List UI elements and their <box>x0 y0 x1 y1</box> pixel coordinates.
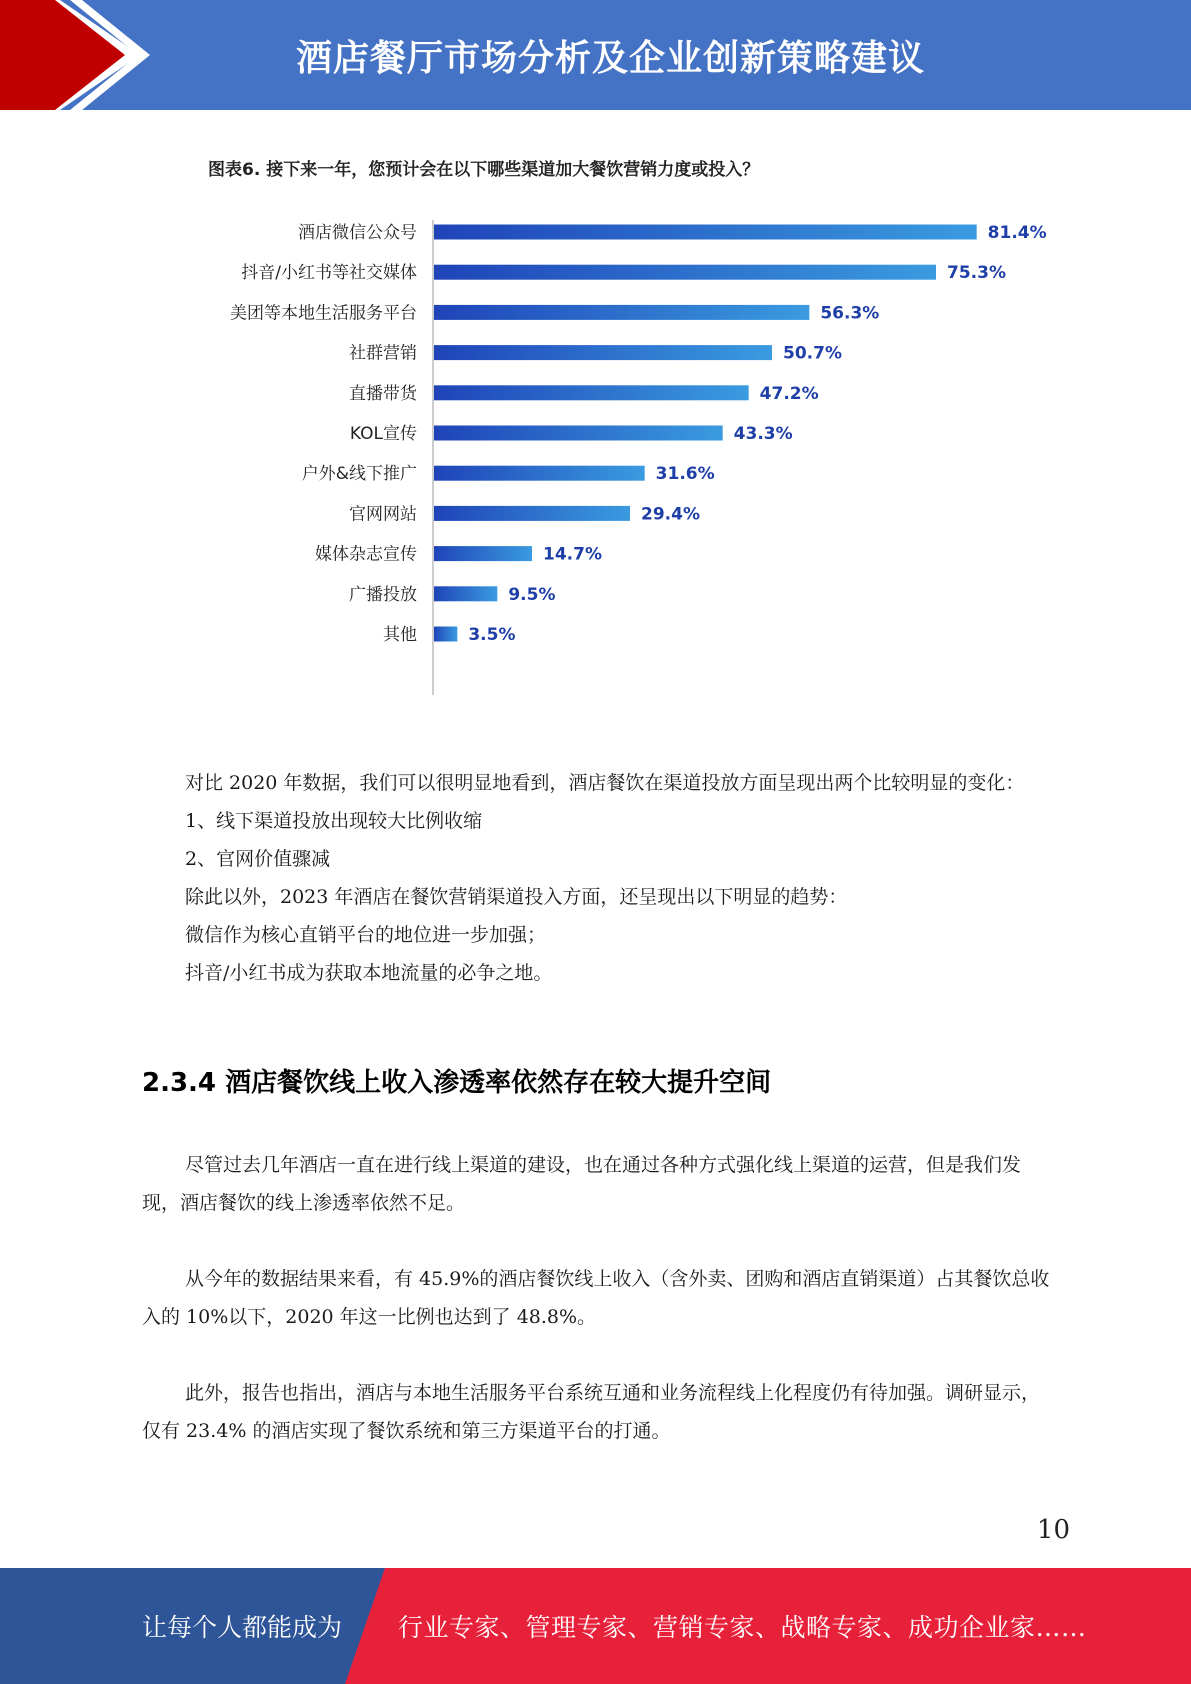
paragraph-online-channels: 尽管过去几年酒店一直在进行线上渠道的建设，也在通过各种方式强化线上渠道的运营，但是我们发现，酒店餐饮的线上渗透率依然不足。 <box>142 1154 1022 1214</box>
category-label: 其他 <box>383 625 417 645</box>
footer-slogan-left: 让每个人都能成为 <box>142 1613 343 1642</box>
category-label: 媒体杂志宣传 <box>315 544 417 565</box>
header-title: 酒店餐厅市场分析及企业创新策略建议 <box>295 37 925 79</box>
category-label: 广播投放 <box>349 584 417 605</box>
category-label: 抖音/小红书等社交媒体 <box>241 263 417 284</box>
bar <box>434 506 630 521</box>
header-arrow-decoration <box>0 0 160 110</box>
page-header <box>0 0 1191 110</box>
category-label: 社群营销 <box>349 343 417 364</box>
trend-item-wechat: 微信作为核心直销平台的地位进一步加强； <box>185 924 547 946</box>
paragraph-trends: 除此以外，2023 年酒店在餐饮营销渠道投入方面，还呈现出以下明显的趋势： <box>185 886 848 908</box>
bar-chart <box>180 135 1080 705</box>
list-item-1: 1、线下渠道投放出现较大比例收缩 <box>185 810 483 832</box>
bar-value-label: 56.3% <box>820 303 880 324</box>
bar-value-label: 81.4% <box>987 223 1047 243</box>
bar-value-label: 14.7% <box>543 544 602 565</box>
bar <box>434 546 532 561</box>
bar-value-label: 9.5% <box>508 584 556 605</box>
list-item-2: 2、官网价值骤减 <box>185 848 331 870</box>
bar <box>434 265 936 280</box>
body-block-1 <box>142 764 1052 992</box>
category-label: 酒店微信公众号 <box>298 223 417 243</box>
trend-item-douyin: 抖音/小红书成为获取本地流量的必争之地。 <box>185 962 553 984</box>
bar-chart-svg <box>180 135 1080 705</box>
category-label: KOL宣传 <box>349 424 417 444</box>
bar <box>434 305 809 320</box>
section-heading: 2.3.4 酒店餐饮线上收入渗透率依然存在较大提升空间 <box>142 1068 772 1098</box>
category-label: 美团等本地生活服务平台 <box>230 303 417 324</box>
chart-title: 图表6. 接下来一年，您预计会在以下哪些渠道加大餐饮营销力度或投入？ <box>208 160 760 180</box>
page-footer <box>0 1568 1191 1684</box>
bar-value-label: 31.6% <box>655 464 715 485</box>
bar-value-label: 29.4% <box>641 504 700 525</box>
page-number: 10 <box>1036 1515 1070 1545</box>
bar <box>434 466 645 481</box>
footer-slogan-right: 行业专家、管理专家、营销专家、战略专家、成功企业家…… <box>398 1613 1087 1642</box>
bar <box>434 385 749 400</box>
bar-value-label: 50.7% <box>783 343 842 364</box>
bar <box>434 627 457 642</box>
chart-bars <box>230 223 1047 645</box>
bar <box>434 426 723 441</box>
bar-value-label: 43.3% <box>733 424 793 444</box>
category-label: 直播带货 <box>349 383 417 404</box>
bar-value-label: 75.3% <box>947 263 1006 284</box>
category-label: 官网网站 <box>349 504 417 525</box>
bar <box>434 586 497 601</box>
bar <box>434 225 977 240</box>
paragraph-data-results: 从今年的数据结果来看，有 45.9%的酒店餐饮线上收入（含外卖、团购和酒店直销渠道）占其餐饮总收入的 10%以下，2020 年这一比例也达到了 48.8%。 <box>142 1268 1050 1328</box>
bar-value-label: 47.2% <box>759 383 819 404</box>
body-block-3 <box>142 1260 1052 1336</box>
bar <box>434 345 772 360</box>
category-label: 户外&线下推广 <box>301 464 417 485</box>
paragraph-comparison: 对比 2020 年数据，我们可以很明显地看到，酒店餐饮在渠道投放方面呈现出两个比较明显的变化： <box>185 772 1025 794</box>
paragraph-integration: 此外，报告也指出，酒店与本地生活服务平台系统互通和业务流程线上化程度仍有待加强。调研显示，仅有 23.4% 的酒店实现了餐饮系统和第三方渠道平台的打通。 <box>142 1382 1041 1442</box>
body-block-2 <box>142 1146 1052 1222</box>
body-block-4 <box>142 1374 1052 1450</box>
bar-value-label: 3.5% <box>468 625 516 645</box>
